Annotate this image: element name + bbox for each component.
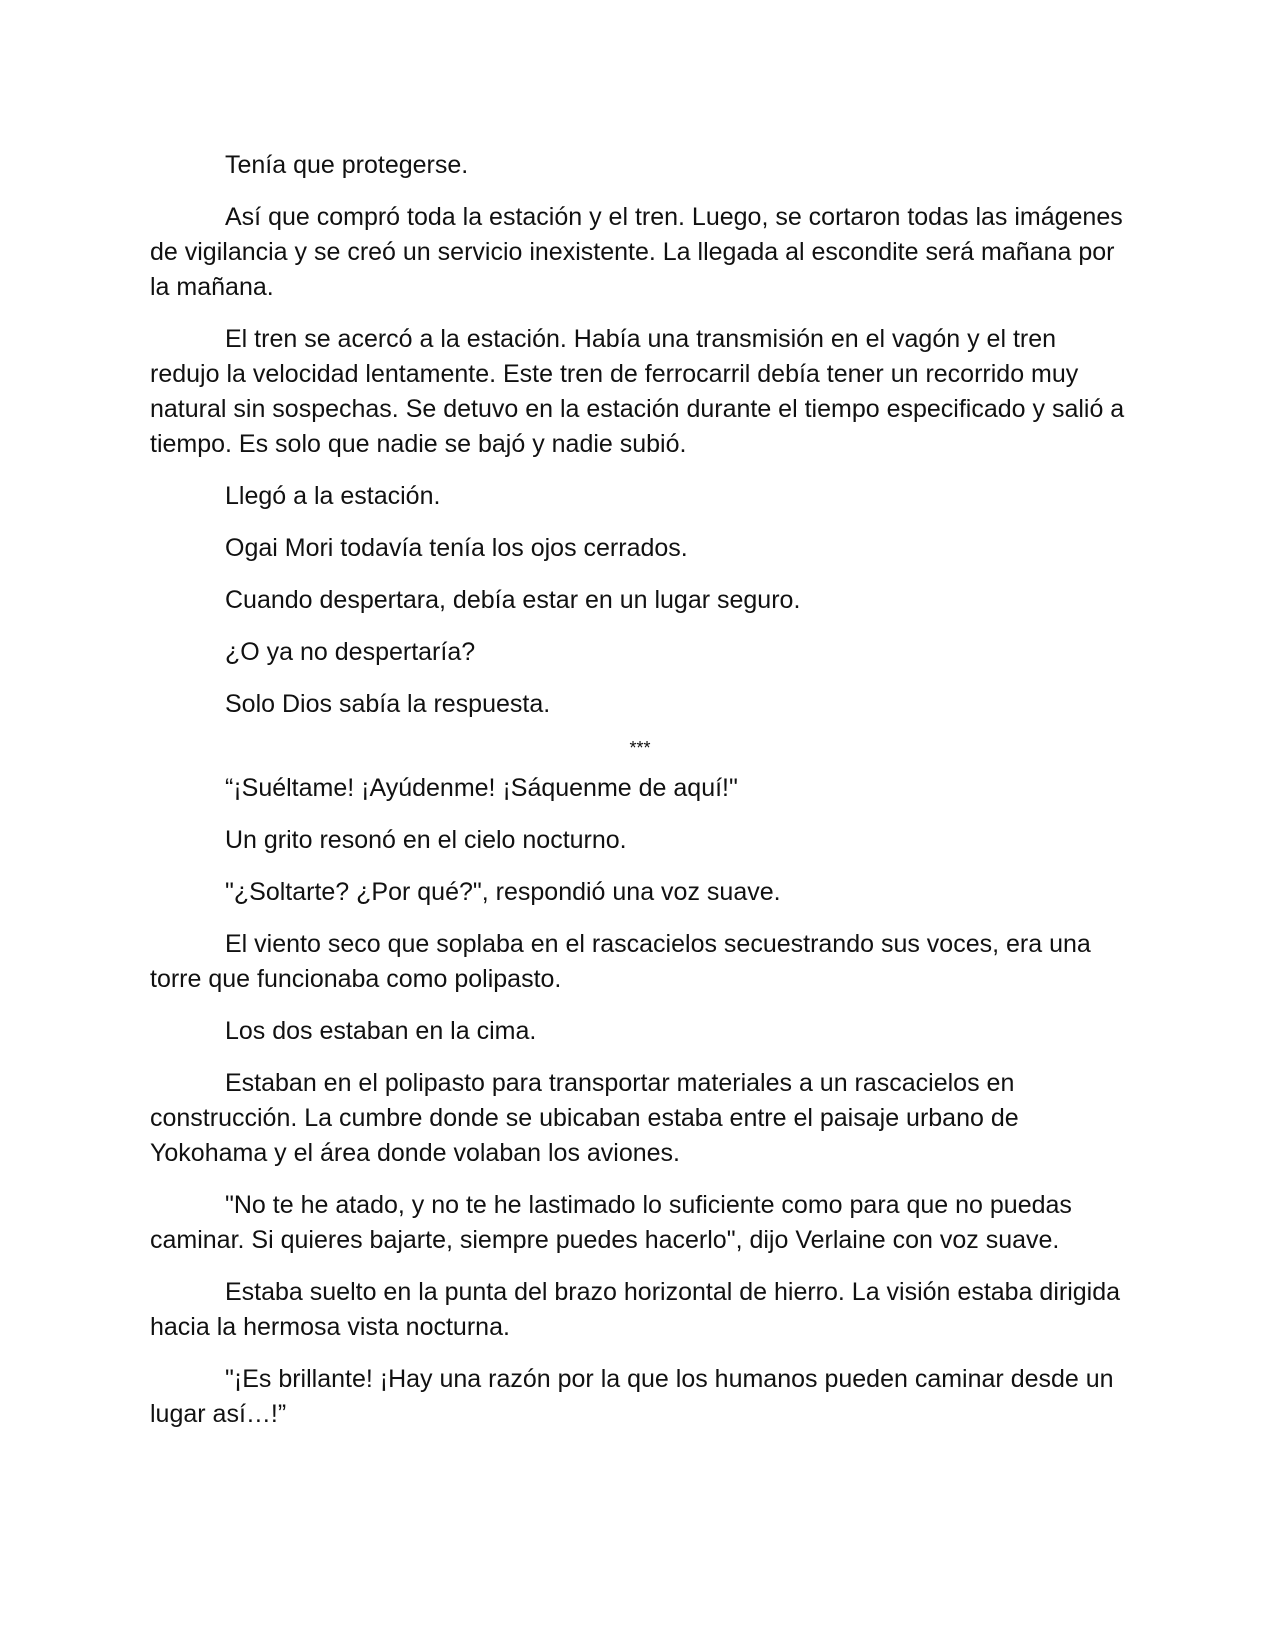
section-separator: ***	[629, 738, 651, 758]
paragraph: Cuando despertara, debía estar en un lugar seguro.	[225, 586, 801, 614]
paragraph: Estaba suelto en la punta del brazo horizontal de hierro. La visión estaba dirigida hacia la hermosa vista nocturna.	[150, 1278, 1121, 1341]
paragraph: Ogai Mori todavía tenía los ojos cerrados.	[225, 534, 688, 562]
paragraph: Un grito resonó en el cielo nocturno.	[225, 826, 627, 854]
paragraph: Solo Dios sabía la respuesta.	[225, 690, 551, 718]
paragraph: "No te he atado, y no te he lastimado lo suficiente como para que no puedas caminar. Si quieres bajarte, siempre puedes hacerlo", dijo Verlaine con voz suave.	[150, 1191, 1072, 1254]
paragraph: "¿Soltarte? ¿Por qué?", respondió una voz suave.	[225, 878, 781, 906]
paragraph: Los dos estaban en la cima.	[225, 1017, 537, 1045]
paragraph: ¿O ya no despertaría?	[225, 638, 476, 666]
paragraph: Llegó a la estación.	[225, 482, 441, 510]
paragraph: Tenía que protegerse.	[225, 151, 469, 179]
paragraph: El viento seco que soplaba en el rascacielos secuestrando sus voces, era una torre que funcionaba como polipasto.	[150, 930, 1091, 993]
paragraph: “¡Suéltame! ¡Ayúdenme! ¡Sáquenme de aquí!"	[225, 774, 738, 802]
paragraph: El tren se acercó a la estación. Había una transmisión en el vagón y el tren redujo la velocidad lentamente. Este tren de ferrocarril debía tener un recorrido muy natural sin sospechas. Se detuvo en la estación durante el tiempo especificado y salió a tiempo. Es solo que nadie se bajó y nadie subió.	[150, 325, 1125, 458]
paragraph: Estaban en el polipasto para transportar materiales a un rascacielos en construcción. La cumbre donde se ubicaban estaba entre el paisaje urbano de Yokohama y el área donde volaban los aviones.	[150, 1069, 1019, 1167]
page-body	[150, 148, 1130, 1449]
paragraph: "¡Es brillante! ¡Hay una razón por la que los humanos pueden caminar desde un lugar así…!”	[150, 1365, 1114, 1428]
paragraph: Así que compró toda la estación y el tren. Luego, se cortaron todas las imágenes de vigilancia y se creó un servicio inexistente. La llegada al escondite será mañana por la mañana.	[150, 203, 1123, 301]
